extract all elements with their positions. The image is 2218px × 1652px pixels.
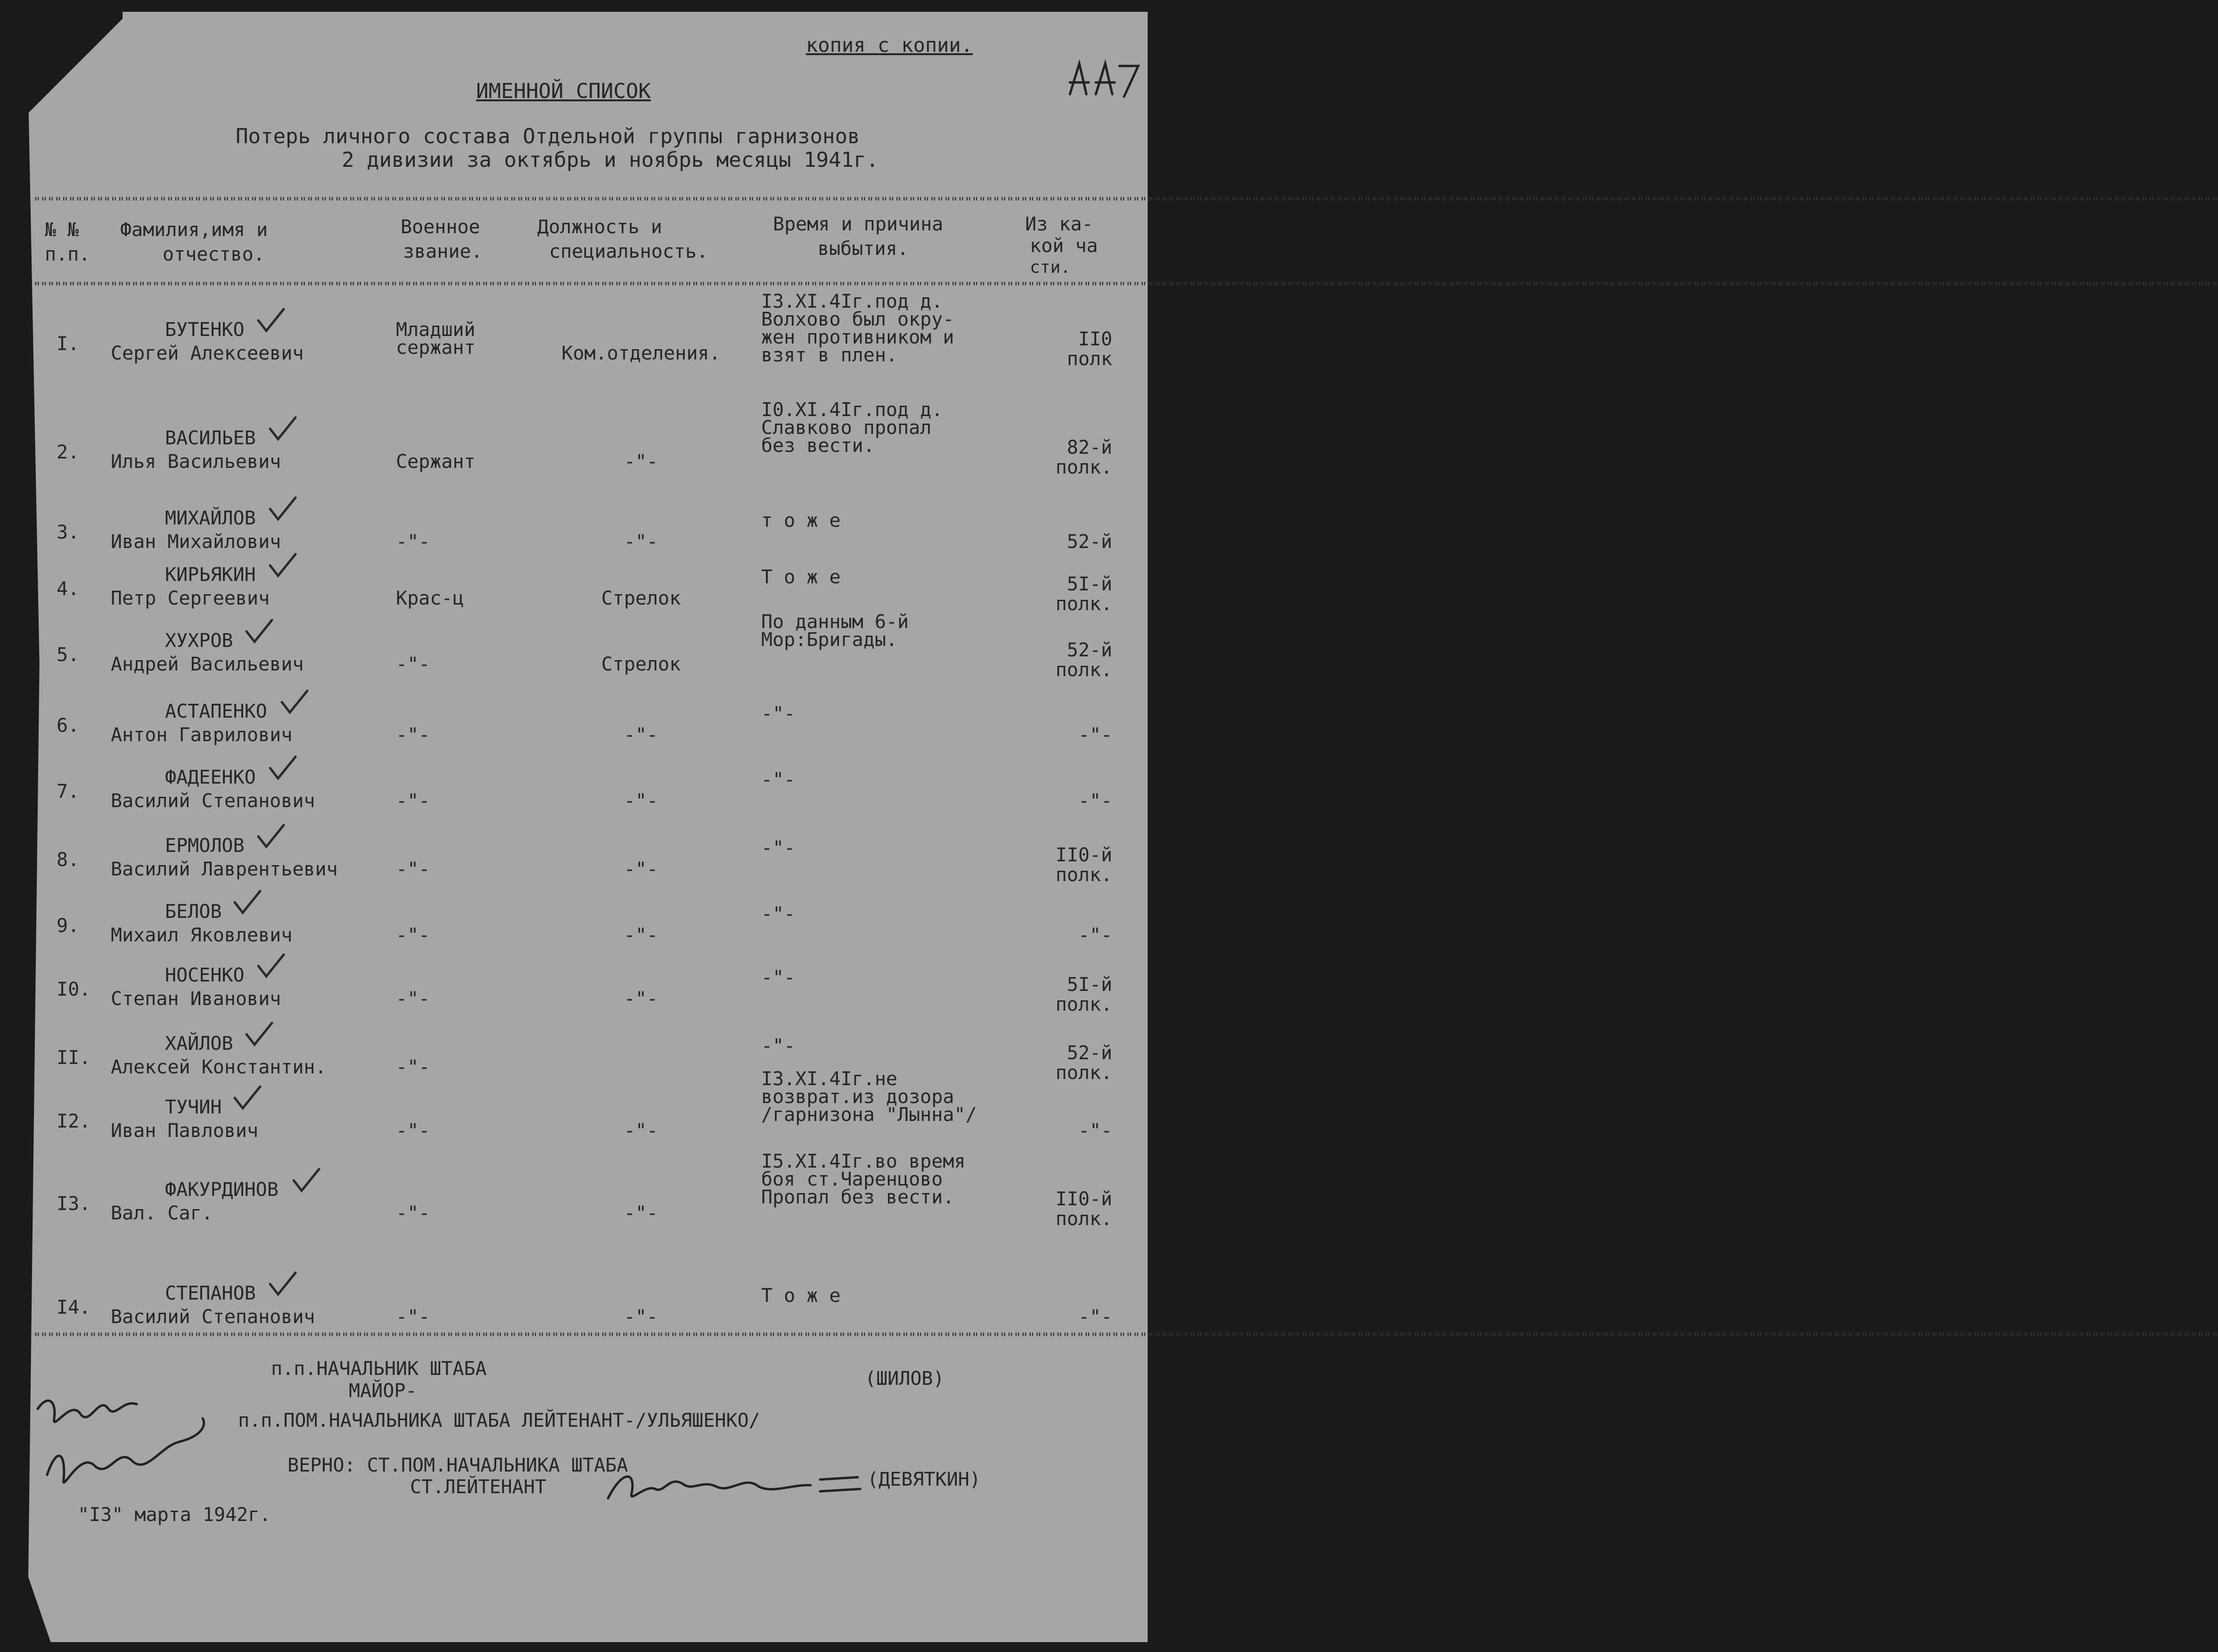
loss-reason: жен противником и bbox=[761, 327, 954, 348]
row-number: 3. bbox=[57, 522, 80, 543]
col-unit-1: Из ка- bbox=[1025, 213, 1093, 235]
surname: ХУХРОВ bbox=[165, 630, 233, 652]
check-mark-icon bbox=[255, 822, 288, 851]
given-names: Антон Гаврилович bbox=[111, 724, 293, 746]
rank: сержант bbox=[396, 337, 476, 359]
loss-reason: Т о ж е bbox=[761, 1285, 841, 1307]
check-mark-icon bbox=[255, 952, 288, 980]
loss-reason: -"- bbox=[761, 703, 796, 725]
loss-reason: /гарнизона "Лынна"/ bbox=[761, 1104, 977, 1126]
check-mark-icon bbox=[290, 1166, 323, 1194]
given-names: Степан Иванович bbox=[111, 988, 281, 1010]
unit: полк bbox=[1067, 348, 1112, 370]
surname: ФАКУРДИНОВ bbox=[165, 1179, 279, 1201]
position: Стрелок bbox=[601, 654, 681, 675]
rank: -"- bbox=[396, 988, 430, 1010]
check-mark-icon bbox=[255, 306, 288, 335]
unit: полк. bbox=[1055, 1208, 1112, 1230]
position: -"- bbox=[624, 924, 658, 946]
surname: ВАСИЛЬЕВ bbox=[165, 427, 256, 449]
separator-bottom: """""""""""""""""""""""""""""""""""""""""""""""""""""""""""""""""""""""""""""""""""""""""""""""""""""""""""""""""""""""""""""""""""""""""""""""""""""""""""""""""""""""""""""""""""""""""""""""""""""""""""""""""""""""""""""""""""""""""""""""""""""""""""""""""""""""""""""""""""""""""""""""""""""""""""""""""""""""" bbox=[33, 1330, 2218, 1345]
unit: 82-й bbox=[1067, 437, 1112, 458]
unit: полк. bbox=[1055, 864, 1112, 886]
rank: -"- bbox=[396, 531, 430, 553]
unit: 52-й bbox=[1067, 639, 1112, 661]
row-number: I4. bbox=[57, 1297, 91, 1318]
unit: -"- bbox=[1078, 1306, 1112, 1328]
rank: -"- bbox=[396, 790, 430, 812]
given-names: Иван Михайлович bbox=[111, 531, 281, 553]
position: Стрелок bbox=[601, 588, 681, 609]
col-name-2: отчество. bbox=[163, 244, 265, 265]
check-mark-icon bbox=[278, 688, 311, 716]
given-names: Сергей Алексеевич bbox=[111, 343, 304, 364]
unit: полк. bbox=[1055, 1062, 1112, 1084]
row-number: I0. bbox=[57, 979, 91, 1000]
given-names: Василий Степанович bbox=[111, 1306, 315, 1328]
rank: Сержант bbox=[396, 451, 476, 473]
position: -"- bbox=[624, 988, 658, 1010]
unit: -"- bbox=[1078, 790, 1112, 812]
loss-reason: Волхово был окру- bbox=[761, 309, 954, 330]
separator-header: """""""""""""""""""""""""""""""""""""""""""""""""""""""""""""""""""""""""""""""""""""""""""""""""""""""""""""""""""""""""""""""""""""""""""""""""""""""""""""""""""""""""""""""""""""""""""""""""""""""""""""""""""""""""""""""""""""""""""""""""""""""""""""""""""""""""""""""""""""""""""""""""""""""""""""""""""""""" bbox=[33, 279, 2218, 294]
surname: ЕРМОЛОВ bbox=[165, 835, 245, 857]
col-unit-2: кой ча bbox=[1030, 235, 1098, 257]
archive-number-handwritten bbox=[1060, 57, 1141, 104]
unit: полк. bbox=[1055, 593, 1112, 615]
unit: -"- bbox=[1078, 724, 1112, 746]
loss-reason: боя ст.Чаренцово bbox=[761, 1169, 943, 1190]
col-name-1: Фамилия,имя и bbox=[120, 219, 268, 241]
row-number: 4. bbox=[57, 578, 80, 600]
unit: 5I-й bbox=[1067, 974, 1112, 996]
verified-name: (ДЕВЯТКИН) bbox=[867, 1469, 981, 1490]
loss-reason: I3.XI.4Iг.под д. bbox=[761, 291, 943, 312]
row-number: 7. bbox=[57, 781, 80, 802]
check-mark-icon bbox=[243, 1020, 276, 1048]
position: -"- bbox=[624, 790, 658, 812]
loss-reason: Пропал без вести. bbox=[761, 1186, 954, 1208]
rank: Крас-ц bbox=[396, 588, 464, 609]
unit: полк. bbox=[1055, 659, 1112, 681]
surname: ХАЙЛОВ bbox=[165, 1033, 233, 1055]
position: -"- bbox=[624, 451, 658, 473]
position: -"- bbox=[624, 1202, 658, 1224]
row-number: I3. bbox=[57, 1193, 91, 1215]
loss-reason: По данным 6-й bbox=[761, 611, 909, 633]
given-names: Иван Павлович bbox=[111, 1120, 259, 1142]
check-mark-icon bbox=[266, 551, 299, 580]
row-number: 9. bbox=[57, 915, 80, 937]
loss-reason: возврат.из дозора bbox=[761, 1086, 954, 1108]
check-mark-icon bbox=[231, 888, 264, 916]
copy-note: копия с копии. bbox=[806, 33, 973, 57]
separator-top: """""""""""""""""""""""""""""""""""""""""""""""""""""""""""""""""""""""""""""""""""""""""""""""""""""""""""""""""""""""""""""""""""""""""""""""""""""""""""""""""""""""""""""""""""""""""""""""""""""""""""""""""""""""""""""""""""""""""""""""""""""""""""""""""""""""""""""""""""""""""""""""""""""""""""""""""""""""" bbox=[33, 194, 2218, 210]
loss-reason: I3.XI.4Iг.не bbox=[761, 1068, 897, 1090]
col-reason-2: выбытия. bbox=[818, 238, 909, 260]
given-names: Михаил Яковлевич bbox=[111, 924, 293, 946]
loss-reason: I5.XI.4Iг.во время bbox=[761, 1151, 966, 1172]
loss-reason: -"- bbox=[761, 967, 796, 989]
position: -"- bbox=[624, 859, 658, 880]
loss-reason: -"- bbox=[761, 837, 796, 859]
unit: -"- bbox=[1078, 1120, 1112, 1142]
position: -"- bbox=[624, 724, 658, 746]
col-num-1: № № bbox=[45, 219, 79, 241]
unit: II0 bbox=[1078, 328, 1112, 350]
given-names: Василий Степанович bbox=[111, 790, 315, 812]
given-names: Петр Сергеевич bbox=[111, 588, 270, 609]
surname: БЕЛОВ bbox=[165, 901, 222, 923]
row-number: II. bbox=[57, 1047, 91, 1069]
check-mark-icon bbox=[266, 415, 299, 443]
row-number: 6. bbox=[57, 715, 80, 736]
loss-reason: взят в плен. bbox=[761, 344, 897, 366]
col-unit-3: сти. bbox=[1030, 258, 1071, 277]
document-date: "I3" марта 1942г. bbox=[78, 1504, 271, 1526]
unit: II0-й bbox=[1055, 1188, 1112, 1210]
row-number: 2. bbox=[57, 442, 80, 463]
rank: -"- bbox=[396, 1306, 430, 1328]
surname: АСТАПЕНКО bbox=[165, 701, 267, 722]
loss-reason: -"- bbox=[761, 903, 796, 925]
rank: -"- bbox=[396, 724, 430, 746]
col-reason-1: Время и причина bbox=[773, 213, 944, 235]
rank: -"- bbox=[396, 1202, 430, 1224]
row-number: 8. bbox=[57, 849, 80, 871]
surname: НОСЕНКО bbox=[165, 965, 245, 986]
verified-line-1: ВЕРНО: СТ.ПОМ.НАЧАЛЬНИКА ШТАБА bbox=[288, 1455, 628, 1476]
subtitle-line-2: 2 дивизии за октябрь и ноябрь месяцы 1941г. bbox=[342, 148, 879, 172]
verified-line-2: СТ.ЛЕЙТЕНАНТ bbox=[410, 1476, 546, 1498]
loss-reason: Славково пропал bbox=[761, 417, 932, 439]
row-number: I. bbox=[57, 333, 80, 355]
row-number: 5. bbox=[57, 644, 80, 666]
given-names: Андрей Васильевич bbox=[111, 654, 304, 675]
surname: БУТЕНКО bbox=[165, 319, 245, 341]
unit: 5I-й bbox=[1067, 573, 1112, 595]
col-position-1: Должность и bbox=[537, 216, 662, 238]
loss-reason: т о ж е bbox=[761, 510, 841, 532]
position: -"- bbox=[624, 1306, 658, 1328]
position: Ком.отделения. bbox=[561, 343, 721, 364]
rank: -"- bbox=[396, 1120, 430, 1142]
position: -"- bbox=[624, 531, 658, 553]
chief-rank: МАЙОР- bbox=[349, 1380, 417, 1402]
unit: полк. bbox=[1055, 457, 1112, 478]
unit: полк. bbox=[1055, 994, 1112, 1015]
col-rank-2: звание. bbox=[403, 241, 483, 262]
unit: 52-й bbox=[1067, 1042, 1112, 1064]
check-mark-icon bbox=[266, 495, 299, 523]
rank: Младший bbox=[396, 319, 476, 341]
loss-reason: Т о ж е bbox=[761, 566, 841, 588]
row-number: I2. bbox=[57, 1111, 91, 1132]
surname: МИХАЙЛОВ bbox=[165, 507, 256, 529]
torn-corner bbox=[28, 12, 123, 120]
given-names: Вал. Саг. bbox=[111, 1202, 213, 1224]
check-mark-icon bbox=[266, 754, 299, 782]
given-names: Алексей Константин. bbox=[111, 1056, 327, 1078]
unit: II0-й bbox=[1055, 844, 1112, 866]
subtitle-line-1: Потерь личного состава Отдельной группы гарнизонов bbox=[236, 124, 860, 148]
chief-name: (ШИЛОВ) bbox=[865, 1368, 945, 1390]
unit: 52-й bbox=[1067, 531, 1112, 553]
position: -"- bbox=[624, 1120, 658, 1142]
surname: ФАДЕЕНКО bbox=[165, 767, 256, 788]
rank: -"- bbox=[396, 924, 430, 946]
loss-reason: -"- bbox=[761, 769, 796, 791]
col-position-2: специальность. bbox=[549, 241, 708, 262]
rank: -"- bbox=[396, 654, 430, 675]
given-names: Василий Лаврентьевич bbox=[111, 859, 338, 880]
signature-devyatkin bbox=[603, 1465, 867, 1508]
check-mark-icon bbox=[243, 617, 276, 646]
chief-title: п.п.НАЧАЛЬНИК ШТАБА bbox=[271, 1358, 487, 1380]
surname: СТЕПАНОВ bbox=[165, 1283, 256, 1304]
given-names: Илья Васильевич bbox=[111, 451, 281, 473]
signature-handwritten-left bbox=[28, 1381, 226, 1508]
assistant-line: п.п.ПОМ.НАЧАЛЬНИКА ШТАБА ЛЕЙТЕНАНТ-/УЛЬЯШЕНКО/ bbox=[238, 1410, 760, 1431]
check-mark-icon bbox=[231, 1084, 264, 1112]
check-mark-icon bbox=[266, 1270, 299, 1298]
col-num-2: п.п. bbox=[45, 244, 90, 265]
loss-reason: без вести. bbox=[761, 435, 875, 457]
surname: КИРЬЯКИН bbox=[165, 564, 256, 586]
rank: -"- bbox=[396, 1056, 430, 1078]
loss-reason: Мор:Бригады. bbox=[761, 629, 897, 651]
col-rank-1: Военное bbox=[401, 216, 480, 238]
rank: -"- bbox=[396, 859, 430, 880]
loss-reason: -"- bbox=[761, 1035, 796, 1057]
document-title: ИМЕННОЙ СПИСОК bbox=[476, 79, 651, 103]
unit: -"- bbox=[1078, 924, 1112, 946]
loss-reason: I0.XI.4Iг.под д. bbox=[761, 399, 943, 421]
surname: ТУЧИН bbox=[165, 1096, 222, 1118]
